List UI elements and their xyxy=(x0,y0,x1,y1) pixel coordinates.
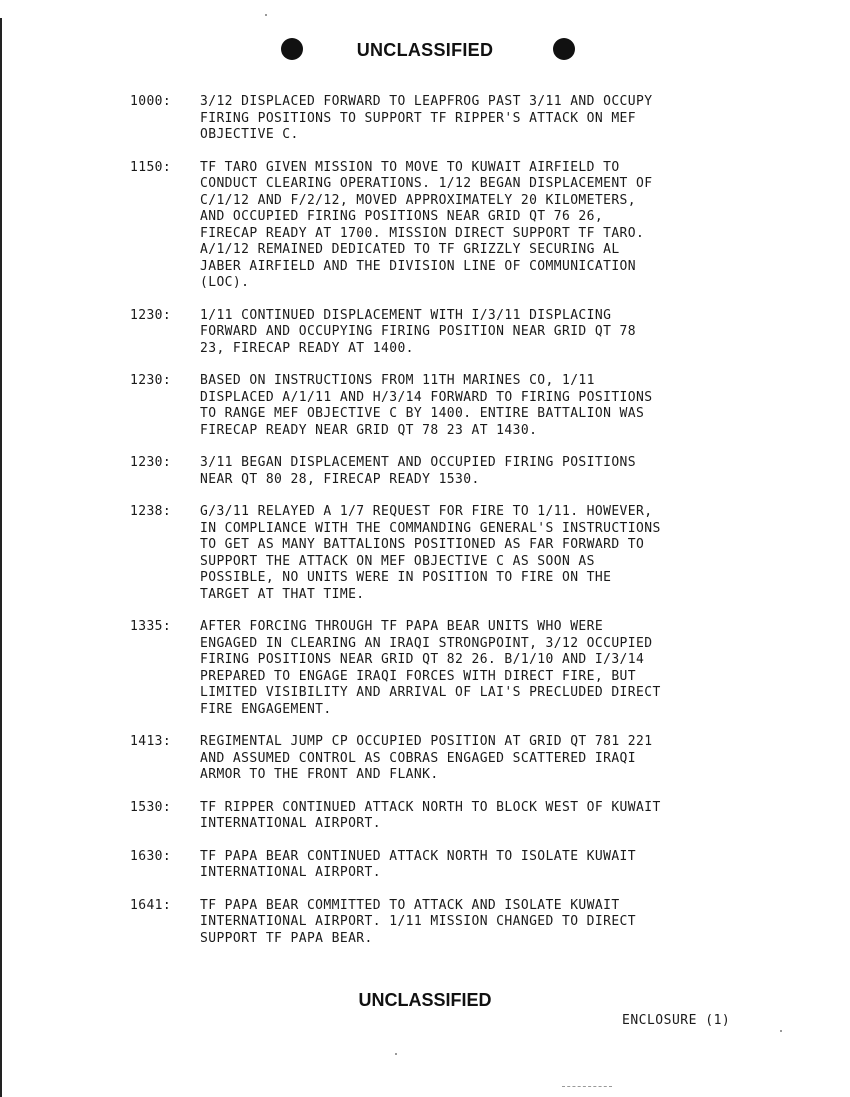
header-classification: UNCLASSIFIED xyxy=(356,40,494,60)
entry-text: 3/11 BEGAN DISPLACEMENT AND OCCUPIED FIRING POSITIONS NEAR QT 80 28, FIRECAP READY 1530. xyxy=(200,455,637,487)
entry-time: 1630: xyxy=(130,848,172,864)
scan-speck xyxy=(395,1053,397,1055)
entry-time: 1641: xyxy=(130,897,172,913)
entry-text: AFTER FORCING THROUGH TF PAPA BEAR UNITS WHO WERE ENGAGED IN CLEARING AN IRAQI STRONGPOINT, 3/12 OCCUPIED FIRING POSITIONS NEAR GRID QT 82 26. B/1/10 AND I/3/14 PREPARED TO ENGAGE IRAQI FORCES WITH DIRECT FIRE, BUT LIMITED VISIBILITY AND ARRIVAL OF LAI'S PRECLUDED DIRECT FIRE ENGAGEMENT. xyxy=(200,619,661,717)
entry-text: TF TARO GIVEN MISSION TO MOVE TO KUWAIT AIRFIELD TO CONDUCT CLEARING OPERATIONS. 1/12 BEGAN DISPLACEMENT OF C/1/12 AND F/2/12, MOVED APPROXIMATELY 20 KILOMETERS, AND OCCUPIED FIRING POSITIONS NEAR GRID QT 76 26, FIRECAP READY AT 1700. MISSION DIRECT SUPPORT TF TARO. A/1/12 REMAINED DEDICATED TO TF GRIZZLY SECURING AL JABER AIRFIELD AND THE DIVISION LINE OF COMMUNICATION (LOC). xyxy=(200,159,653,290)
enclosure-label: ENCLOSURE (1) xyxy=(622,1013,731,1028)
log-entry xyxy=(130,800,770,833)
log-entry xyxy=(130,734,770,784)
entry-text: TF PAPA BEAR CONTINUED ATTACK NORTH TO ISOLATE KUWAIT INTERNATIONAL AIRPORT. xyxy=(200,848,637,880)
log-entry xyxy=(130,455,770,488)
footer-classification: UNCLASSIFIED xyxy=(358,990,492,1010)
entry-text: TF PAPA BEAR COMMITTED TO ATTACK AND ISOLATE KUWAIT INTERNATIONAL AIRPORT. 1/11 MISSION CHANGED TO DIRECT SUPPORT TF PAPA BEAR. xyxy=(200,897,637,946)
entry-time: 1238: xyxy=(130,504,172,519)
entry-time: 1230: xyxy=(130,455,172,470)
entry-time: 1413: xyxy=(130,734,172,749)
scan-artifact-line xyxy=(562,1086,612,1087)
entry-text: BASED ON INSTRUCTIONS FROM 11TH MARINES CO, 1/11 DISPLACED A/1/11 AND H/3/14 FORWARD TO FIRING POSITIONS TO RANGE MEF OBJECTIVE C BY 1400. ENTIRE BATTALION WAS FIRECAP READY NEAR GRID QT 78 23 AT 1430. xyxy=(200,373,653,438)
scan-speck xyxy=(780,1030,782,1032)
entry-text: TF RIPPER CONTINUED ATTACK NORTH TO BLOCK WEST OF KUWAIT INTERNATIONAL AIRPORT. xyxy=(200,799,661,831)
entry-time: 1230: xyxy=(130,307,172,323)
entry-text: 3/12 DISPLACED FORWARD TO LEAPFROG PAST 3/11 AND OCCUPY FIRING POSITIONS TO SUPPORT TF RIPPER'S ATTACK ON MEF OBJECTIVE C. xyxy=(200,94,653,142)
log-entry xyxy=(130,504,770,603)
chronology-entries xyxy=(130,94,770,963)
page-edge-line xyxy=(0,18,2,1097)
entry-text: REGIMENTAL JUMP CP OCCUPIED POSITION AT GRID QT 781 221 AND ASSUMED CONTROL AS COBRAS ENGAGED SCATTERED IRAQI ARMOR TO THE FRONT AND FLANK. xyxy=(200,734,653,782)
entry-time: 1230: xyxy=(130,373,172,388)
log-entry xyxy=(130,308,770,358)
log-entry xyxy=(130,898,770,948)
log-entry xyxy=(130,849,770,882)
scan-speck xyxy=(265,14,267,16)
entry-text: 1/11 CONTINUED DISPLACEMENT WITH I/3/11 DISPLACING FORWARD AND OCCUPYING FIRING POSITION NEAR GRID QT 78 23, FIRECAP READY AT 1400. xyxy=(200,307,637,356)
log-entry xyxy=(130,160,770,292)
entry-time: 1335: xyxy=(130,619,172,634)
entry-time: 1000: xyxy=(130,94,172,109)
log-entry xyxy=(130,619,770,718)
entry-time: 1530: xyxy=(130,799,172,815)
entry-text: G/3/11 RELAYED A 1/7 REQUEST FOR FIRE TO 1/11. HOWEVER, IN COMPLIANCE WITH THE COMMANDING GENERAL'S INSTRUCTIONS TO GET AS MANY BATTALIONS POSITIONED AS FAR FORWARD TO SUPPORT THE ATTACK ON MEF OBJECTIVE C AS SOON AS POSSIBLE, NO UNITS WERE IN POSITION TO FIRE ON THE TARGET AT THAT TIME. xyxy=(200,504,661,602)
log-entry xyxy=(130,94,770,144)
log-entry xyxy=(130,373,770,439)
entry-time: 1150: xyxy=(130,159,172,175)
